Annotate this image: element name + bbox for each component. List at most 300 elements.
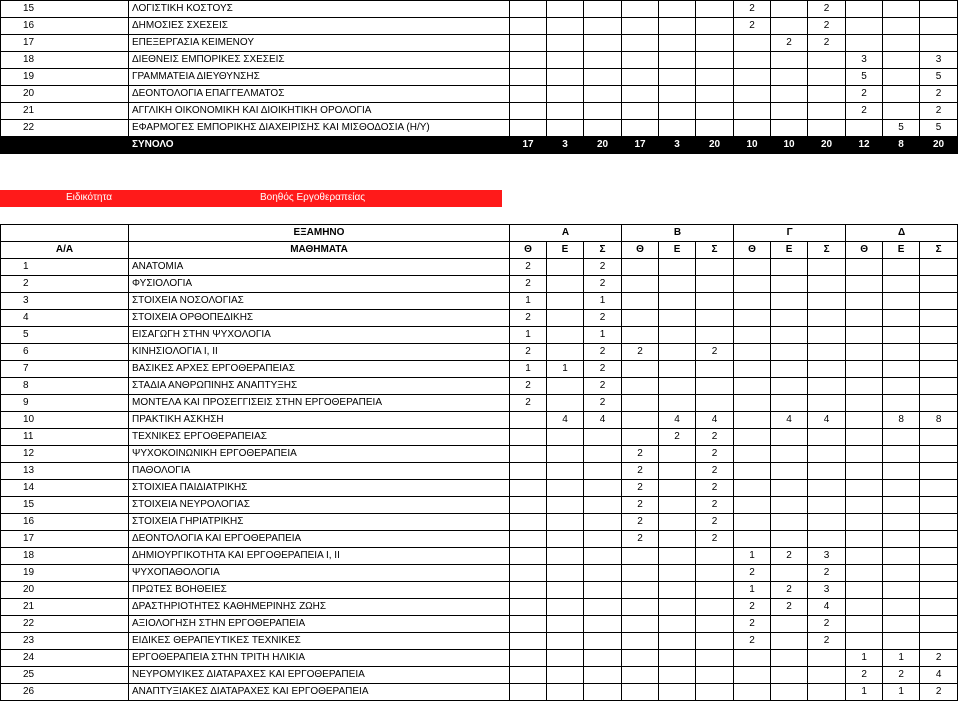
table-row bbox=[1, 378, 958, 395]
hours-cell bbox=[696, 599, 734, 616]
hours-cell bbox=[584, 35, 622, 52]
row-number: 23 bbox=[1, 633, 129, 650]
course-name: ΓΡΑΜΜΑΤΕΙΑ ΔΙΕΥΘΥΝΣΗΣ bbox=[129, 69, 510, 86]
table-row bbox=[1, 395, 958, 412]
hours-cell bbox=[846, 582, 883, 599]
hours-cell bbox=[771, 103, 808, 120]
course-name: ΑΞΙΟΛΟΓΗΣΗ ΣΤΗΝ ΕΡΓΟΘΕΡΑΠΕΙΑ bbox=[129, 616, 510, 633]
hours-cell bbox=[659, 35, 696, 52]
hours-cell bbox=[734, 293, 771, 310]
hours-cell: 2 bbox=[771, 599, 808, 616]
hours-cell bbox=[659, 548, 696, 565]
hours-cell: 2 bbox=[622, 446, 659, 463]
hours-cell: 2 bbox=[846, 86, 883, 103]
specialty-value: Βοηθός Εργοθεραπείας bbox=[260, 192, 366, 203]
hours-cell: 1 bbox=[883, 684, 920, 701]
hours-cell bbox=[846, 633, 883, 650]
course-name: ΔΗΜΙΟΥΡΓΙΚΟΤΗΤΑ ΚΑΙ ΕΡΓΟΘΕΡΑΠΕΙΑ Ι, ΙΙ bbox=[129, 548, 510, 565]
hours-cell bbox=[808, 69, 846, 86]
hours-cell bbox=[920, 514, 958, 531]
hours-cell bbox=[547, 548, 584, 565]
table-row bbox=[1, 69, 958, 86]
hours-cell: 2 bbox=[771, 548, 808, 565]
hours-cell: 1 bbox=[510, 361, 547, 378]
table-row bbox=[1, 293, 958, 310]
row-number: 17 bbox=[1, 531, 129, 548]
hours-cell bbox=[920, 548, 958, 565]
hours-cell bbox=[846, 310, 883, 327]
hours-cell bbox=[622, 18, 659, 35]
hours-cell bbox=[920, 633, 958, 650]
hours-cell: 4 bbox=[547, 412, 584, 429]
hours-cell bbox=[584, 429, 622, 446]
hours-cell: 2 bbox=[771, 582, 808, 599]
hours-cell: 1 bbox=[846, 650, 883, 667]
hours-cell bbox=[659, 395, 696, 412]
hours-cell bbox=[510, 69, 547, 86]
total-cell: 8 bbox=[883, 137, 920, 154]
table-row bbox=[1, 480, 958, 497]
table-row bbox=[1, 599, 958, 616]
hours-cell bbox=[883, 599, 920, 616]
hours-cell bbox=[622, 599, 659, 616]
hours-cell bbox=[659, 650, 696, 667]
table-row bbox=[1, 1, 958, 18]
hours-cell bbox=[696, 548, 734, 565]
hours-cell bbox=[883, 103, 920, 120]
semester-d: Δ bbox=[846, 225, 958, 242]
hours-cell bbox=[696, 69, 734, 86]
hours-cell bbox=[734, 497, 771, 514]
row-number: 21 bbox=[1, 103, 129, 120]
hours-cell bbox=[622, 395, 659, 412]
table-row bbox=[1, 497, 958, 514]
course-name: ΑΝΑΠΤΥΞΙΑΚΕΣ ΔΙΑΤΑΡΑΧΕΣ ΚΑΙ ΕΡΓΟΘΕΡΑΠΕΙΑ bbox=[129, 684, 510, 701]
hours-cell: 5 bbox=[920, 69, 958, 86]
hours-cell bbox=[734, 684, 771, 701]
hours-cell bbox=[696, 276, 734, 293]
hours-cell bbox=[734, 412, 771, 429]
hours-cell bbox=[808, 378, 846, 395]
hours-cell bbox=[547, 293, 584, 310]
hours-cell: 3 bbox=[846, 52, 883, 69]
table-row bbox=[1, 276, 958, 293]
hours-cell: 2 bbox=[734, 599, 771, 616]
hours-cell bbox=[659, 344, 696, 361]
hours-cell bbox=[696, 633, 734, 650]
hours-cell bbox=[622, 259, 659, 276]
hours-cell bbox=[808, 531, 846, 548]
row-number: 5 bbox=[1, 327, 129, 344]
table-row bbox=[1, 259, 958, 276]
hours-cell bbox=[584, 599, 622, 616]
course-name: ΨΥΧΟΚΟΙΝΩΝΙΚΗ ΕΡΓΟΘΕΡΑΠΕΙΑ bbox=[129, 446, 510, 463]
hours-cell bbox=[883, 565, 920, 582]
hours-cell bbox=[584, 446, 622, 463]
hours-cell bbox=[920, 531, 958, 548]
hours-cell bbox=[659, 599, 696, 616]
hours-cell bbox=[659, 1, 696, 18]
course-name: ΦΥΣΙΟΛΟΓΙΑ bbox=[129, 276, 510, 293]
course-name: ΝΕΥΡΟΜΥΙΚΕΣ ΔΙΑΤΑΡΑΧΕΣ ΚΑΙ ΕΡΓΟΘΕΡΑΠΕΙΑ bbox=[129, 667, 510, 684]
course-name: ΔΕΟΝΤΟΛΟΓΙΑ ΚΑΙ ΕΡΓΟΘΕΡΑΠΕΙΑ bbox=[129, 531, 510, 548]
hours-cell bbox=[808, 327, 846, 344]
hours-cell: 4 bbox=[920, 667, 958, 684]
hours-cell bbox=[696, 378, 734, 395]
row-number: 16 bbox=[1, 514, 129, 531]
hours-cell bbox=[846, 1, 883, 18]
hours-cell bbox=[920, 497, 958, 514]
hours-cell bbox=[696, 327, 734, 344]
hours-cell bbox=[547, 52, 584, 69]
hours-cell bbox=[734, 531, 771, 548]
hours-cell bbox=[510, 480, 547, 497]
hours-cell bbox=[659, 497, 696, 514]
hours-cell bbox=[846, 480, 883, 497]
num-header: Α/Α bbox=[1, 242, 129, 259]
hours-cell bbox=[846, 395, 883, 412]
hours-cell bbox=[547, 650, 584, 667]
hours-cell bbox=[846, 531, 883, 548]
hours-cell: 2 bbox=[622, 514, 659, 531]
total-cell: 20 bbox=[696, 137, 734, 154]
hours-cell bbox=[622, 120, 659, 137]
hours-cell bbox=[808, 650, 846, 667]
table-row bbox=[1, 310, 958, 327]
hours-cell bbox=[659, 293, 696, 310]
hours-cell bbox=[920, 1, 958, 18]
sub-header: Σ bbox=[808, 242, 846, 259]
table-row bbox=[1, 582, 958, 599]
semester-a: Α bbox=[510, 225, 622, 242]
hours-cell: 1 bbox=[883, 650, 920, 667]
hours-cell bbox=[547, 344, 584, 361]
hours-cell bbox=[622, 548, 659, 565]
sub-header: Ε bbox=[547, 242, 584, 259]
hours-cell bbox=[771, 650, 808, 667]
hours-cell bbox=[659, 633, 696, 650]
row-number: 6 bbox=[1, 344, 129, 361]
table-row bbox=[1, 327, 958, 344]
hours-cell: 2 bbox=[808, 18, 846, 35]
hours-cell bbox=[547, 259, 584, 276]
hours-cell bbox=[808, 446, 846, 463]
hours-cell: 2 bbox=[510, 395, 547, 412]
course-name: ΒΑΣΙΚΕΣ ΑΡΧΕΣ ΕΡΓΟΘΕΡΑΠΕΙΑΣ bbox=[129, 361, 510, 378]
hours-cell bbox=[510, 667, 547, 684]
hours-cell bbox=[771, 395, 808, 412]
hours-cell bbox=[584, 548, 622, 565]
hours-cell bbox=[622, 633, 659, 650]
hours-cell bbox=[510, 497, 547, 514]
hours-cell bbox=[808, 684, 846, 701]
sub-header: Θ bbox=[734, 242, 771, 259]
hours-cell: 1 bbox=[584, 327, 622, 344]
course-name: ΔΙΕΘΝΕΙΣ ΕΜΠΟΡΙΚΕΣ ΣΧΕΣΕΙΣ bbox=[129, 52, 510, 69]
hours-cell bbox=[920, 378, 958, 395]
hours-cell bbox=[771, 69, 808, 86]
hours-cell: 1 bbox=[734, 582, 771, 599]
hours-cell bbox=[920, 35, 958, 52]
course-name: ΤΕΧΝΙΚΕΣ ΕΡΓΟΘΕΡΑΠΕΙΑΣ bbox=[129, 429, 510, 446]
hours-cell bbox=[547, 514, 584, 531]
hours-cell bbox=[846, 344, 883, 361]
hours-cell: 2 bbox=[771, 35, 808, 52]
sub-header: Σ bbox=[584, 242, 622, 259]
row-number: 15 bbox=[1, 1, 129, 18]
hours-cell bbox=[622, 35, 659, 52]
hours-cell bbox=[883, 378, 920, 395]
hours-cell bbox=[808, 463, 846, 480]
hours-cell bbox=[883, 395, 920, 412]
hours-cell bbox=[696, 1, 734, 18]
hours-cell bbox=[584, 633, 622, 650]
hours-cell bbox=[920, 395, 958, 412]
table-row bbox=[1, 35, 958, 52]
hours-cell bbox=[808, 429, 846, 446]
semester-label: ΕΞΑΜΗΝΟ bbox=[129, 225, 510, 242]
hours-cell bbox=[920, 429, 958, 446]
hours-cell bbox=[846, 259, 883, 276]
hours-cell bbox=[510, 565, 547, 582]
hours-cell bbox=[734, 103, 771, 120]
hours-cell bbox=[547, 633, 584, 650]
hours-cell bbox=[622, 616, 659, 633]
course-name: ΑΓΓΛΙΚΗ ΟΙΚΟΝΟΜΙΚΗ ΚΑΙ ΔΙΟΙΚΗΤΙΚΗ ΟΡΟΛΟΓΙΑ bbox=[129, 103, 510, 120]
hours-cell bbox=[808, 361, 846, 378]
hours-cell: 2 bbox=[734, 616, 771, 633]
hours-cell: 8 bbox=[883, 412, 920, 429]
hours-cell bbox=[808, 480, 846, 497]
hours-cell bbox=[696, 120, 734, 137]
hours-cell bbox=[547, 582, 584, 599]
hours-cell: 3 bbox=[920, 52, 958, 69]
hours-cell bbox=[883, 293, 920, 310]
hours-cell: 2 bbox=[808, 35, 846, 52]
course-name: ΔΗΜΟΣΙΕΣ ΣΧΕΣΕΙΣ bbox=[129, 18, 510, 35]
hours-cell bbox=[584, 1, 622, 18]
hours-cell: 3 bbox=[808, 582, 846, 599]
hours-cell bbox=[547, 327, 584, 344]
sub-header: Σ bbox=[920, 242, 958, 259]
course-name: ΚΙΝΗΣΙΟΛΟΓΙΑ Ι, ΙΙ bbox=[129, 344, 510, 361]
hours-cell bbox=[510, 1, 547, 18]
hours-cell bbox=[696, 650, 734, 667]
hours-cell bbox=[659, 310, 696, 327]
hours-cell: 2 bbox=[510, 310, 547, 327]
hours-cell bbox=[622, 1, 659, 18]
hours-cell bbox=[883, 514, 920, 531]
course-name: ΕΦΑΡΜΟΓΕΣ ΕΜΠΟΡΙΚΗΣ ΔΙΑΧΕΙΡΙΣΗΣ ΚΑΙ ΜΙΣΘΟΔΟΣΙΑ (Η/Υ) bbox=[129, 120, 510, 137]
hours-cell: 1 bbox=[734, 548, 771, 565]
row-number: 16 bbox=[1, 18, 129, 35]
hours-cell bbox=[659, 463, 696, 480]
hours-cell bbox=[510, 86, 547, 103]
hours-cell bbox=[920, 293, 958, 310]
hours-cell bbox=[547, 103, 584, 120]
hours-cell: 1 bbox=[510, 293, 547, 310]
hours-cell bbox=[510, 650, 547, 667]
hours-cell bbox=[584, 69, 622, 86]
hours-cell: 2 bbox=[883, 667, 920, 684]
row-number: 1 bbox=[1, 259, 129, 276]
hours-cell: 2 bbox=[920, 86, 958, 103]
course-name: ΔΡΑΣΤΗΡΙΟΤΗΤΕΣ ΚΑΘΗΜΕΡΙΝΗΣ ΖΩΗΣ bbox=[129, 599, 510, 616]
table-row bbox=[1, 86, 958, 103]
hours-cell bbox=[734, 120, 771, 137]
hours-cell: 2 bbox=[696, 480, 734, 497]
hours-cell bbox=[510, 548, 547, 565]
hours-cell bbox=[696, 667, 734, 684]
hours-cell bbox=[696, 35, 734, 52]
hours-cell bbox=[510, 429, 547, 446]
hours-cell bbox=[659, 582, 696, 599]
hours-cell: 2 bbox=[622, 344, 659, 361]
table-row bbox=[1, 616, 958, 633]
hours-cell bbox=[734, 667, 771, 684]
hours-cell bbox=[846, 35, 883, 52]
hours-cell bbox=[808, 120, 846, 137]
hours-cell bbox=[734, 378, 771, 395]
hours-cell bbox=[510, 463, 547, 480]
row-number: 3 bbox=[1, 293, 129, 310]
hours-cell bbox=[920, 446, 958, 463]
hours-cell bbox=[883, 497, 920, 514]
course-name: ΜΟΝΤΕΛΑ ΚΑΙ ΠΡΟΣΕΓΓΙΣΕΙΣ ΣΤΗΝ ΕΡΓΟΘΕΡΑΠΕΙΑ bbox=[129, 395, 510, 412]
hours-cell bbox=[808, 497, 846, 514]
row-number: 9 bbox=[1, 395, 129, 412]
hours-cell bbox=[734, 52, 771, 69]
hours-cell bbox=[510, 582, 547, 599]
row-number: 22 bbox=[1, 120, 129, 137]
hours-cell bbox=[547, 35, 584, 52]
hours-cell bbox=[771, 480, 808, 497]
hours-cell bbox=[920, 616, 958, 633]
hours-cell bbox=[920, 18, 958, 35]
hours-cell bbox=[920, 344, 958, 361]
hours-cell bbox=[846, 293, 883, 310]
course-name: ΣΤΑΔΙΑ ΑΝΘΡΩΠΙΝΗΣ ΑΝΑΠΤΥΞΗΣ bbox=[129, 378, 510, 395]
hours-cell bbox=[584, 582, 622, 599]
row-number: 18 bbox=[1, 52, 129, 69]
hours-cell: 2 bbox=[696, 463, 734, 480]
hours-cell bbox=[547, 378, 584, 395]
hours-cell bbox=[808, 103, 846, 120]
hours-cell: 2 bbox=[584, 361, 622, 378]
hours-cell: 4 bbox=[659, 412, 696, 429]
hours-cell bbox=[920, 463, 958, 480]
hours-cell bbox=[883, 327, 920, 344]
column-header-row bbox=[1, 242, 958, 259]
hours-cell: 3 bbox=[808, 548, 846, 565]
hours-cell: 2 bbox=[808, 633, 846, 650]
hours-cell: 2 bbox=[734, 565, 771, 582]
hours-cell bbox=[510, 446, 547, 463]
hours-cell: 2 bbox=[696, 531, 734, 548]
hours-cell: 2 bbox=[659, 429, 696, 446]
hours-cell bbox=[510, 18, 547, 35]
hours-cell: 2 bbox=[584, 310, 622, 327]
course-name: ΣΤΟΙΧΕΙΑ ΟΡΘΟΠΕΔΙΚΗΣ bbox=[129, 310, 510, 327]
hours-cell bbox=[808, 395, 846, 412]
hours-cell bbox=[659, 327, 696, 344]
hours-cell bbox=[547, 310, 584, 327]
hours-cell bbox=[659, 531, 696, 548]
course-name: ΠΑΘΟΛΟΓΙΑ bbox=[129, 463, 510, 480]
hours-cell bbox=[734, 361, 771, 378]
hours-cell bbox=[771, 616, 808, 633]
hours-cell: 2 bbox=[622, 463, 659, 480]
hours-cell bbox=[510, 616, 547, 633]
row-number: 18 bbox=[1, 548, 129, 565]
course-name: ΕΡΓΟΘΕΡΑΠΕΙΑ ΣΤΗΝ ΤΡΙΤΗ ΗΛΙΚΙΑ bbox=[129, 650, 510, 667]
hours-cell bbox=[622, 103, 659, 120]
hours-cell bbox=[771, 378, 808, 395]
hours-cell bbox=[920, 276, 958, 293]
hours-cell bbox=[696, 616, 734, 633]
hours-cell bbox=[622, 327, 659, 344]
course-name: ΨΥΧΟΠΑΘΟΛΟΓΙΑ bbox=[129, 565, 510, 582]
table-row bbox=[1, 667, 958, 684]
total-cell: 3 bbox=[547, 137, 584, 154]
hours-cell bbox=[659, 480, 696, 497]
hours-cell bbox=[510, 514, 547, 531]
semester-c: Γ bbox=[734, 225, 846, 242]
hours-cell bbox=[771, 259, 808, 276]
row-number: 13 bbox=[1, 463, 129, 480]
hours-cell: 5 bbox=[920, 120, 958, 137]
course-name: ΔΕΟΝΤΟΛΟΓΙΑ ΕΠΑΓΓΕΛΜΑΤΟΣ bbox=[129, 86, 510, 103]
total-cell: 20 bbox=[808, 137, 846, 154]
hours-cell bbox=[920, 259, 958, 276]
hours-cell: 2 bbox=[808, 1, 846, 18]
hours-cell bbox=[883, 480, 920, 497]
hours-cell bbox=[920, 310, 958, 327]
hours-cell: 2 bbox=[696, 446, 734, 463]
hours-cell bbox=[659, 684, 696, 701]
hours-cell bbox=[920, 480, 958, 497]
total-blank bbox=[1, 137, 129, 154]
table-row bbox=[1, 412, 958, 429]
hours-cell bbox=[808, 52, 846, 69]
sub-header: Ε bbox=[883, 242, 920, 259]
hours-cell bbox=[659, 667, 696, 684]
hours-cell bbox=[883, 35, 920, 52]
hours-cell bbox=[883, 86, 920, 103]
hours-cell bbox=[510, 531, 547, 548]
hours-cell: 2 bbox=[510, 378, 547, 395]
hours-cell bbox=[584, 103, 622, 120]
hours-cell bbox=[771, 310, 808, 327]
row-number: 21 bbox=[1, 599, 129, 616]
hours-cell bbox=[510, 599, 547, 616]
hours-cell: 2 bbox=[510, 344, 547, 361]
row-number: 25 bbox=[1, 667, 129, 684]
hours-cell bbox=[547, 531, 584, 548]
total-cell: 17 bbox=[510, 137, 547, 154]
hours-cell bbox=[846, 446, 883, 463]
hours-cell: 2 bbox=[584, 276, 622, 293]
hours-cell bbox=[846, 599, 883, 616]
hours-cell bbox=[846, 497, 883, 514]
hours-cell bbox=[771, 514, 808, 531]
hours-cell bbox=[771, 565, 808, 582]
hours-cell bbox=[771, 18, 808, 35]
row-number: 2 bbox=[1, 276, 129, 293]
total-cell: 3 bbox=[659, 137, 696, 154]
hours-cell: 2 bbox=[920, 103, 958, 120]
hours-cell: 2 bbox=[584, 259, 622, 276]
